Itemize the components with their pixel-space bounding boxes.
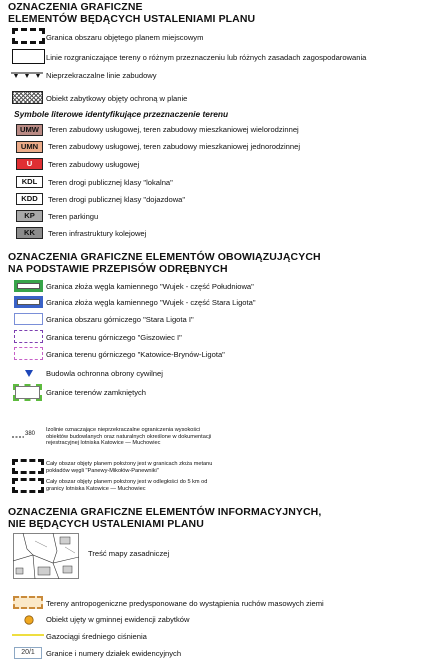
closed-area-symbol — [13, 384, 42, 401]
code-umn-label: Teren zabudowy usługowej, teren zabudowy mieszkaniowej jednorodzinnej — [48, 142, 301, 151]
section2-title-line2: NA PODSTAWIE PRZEPISÓW ODRĘBNYCH — [8, 263, 228, 275]
section3-title-line1: OZNACZENIA GRAFICZNE ELEMENTÓW INFORMACYJNYCH, — [8, 506, 322, 518]
isoline-value: 380 — [25, 431, 36, 437]
isoline-text-line: obiektów budowlanych oraz naturalnych określone w dokumentacji — [46, 433, 212, 440]
isoline-text-line: rejestracyjnej lotniska Katowice — Muchowiec — [46, 440, 161, 447]
gas-pipeline-symbol — [12, 632, 44, 638]
airport-text-line: Cały obszar objęty planem położony jest w odległości do 5 km od — [46, 479, 208, 485]
airport-text-line: granicy lotniska Katowice — Muchowiec — [46, 485, 146, 492]
civil-shelter-label: Budowla ochronna obrony cywilnej — [46, 369, 163, 378]
landslide-area-symbol — [13, 596, 43, 609]
section1-title-line1: OZNACZENIA GRAFICZNE — [8, 1, 143, 13]
isoline-description — [46, 427, 211, 447]
plan-boundary-symbol — [12, 28, 45, 44]
code-kdd-badge: KDD — [16, 193, 43, 205]
registered-monument-label: Obiekt ujęty w gminnej ewidencji zabytków — [46, 615, 190, 624]
section3-title-line2: NIE BĘDĄCYCH USTALENIAMI PLANU — [8, 518, 204, 530]
protected-monument-label: Obiekt zabytkowy objęty ochroną w planie — [46, 94, 188, 103]
building-line-label: Nieprzekraczalne linie zabudowy — [46, 71, 157, 80]
gas-pipeline-label: Gazociągi średniego ciśnienia — [46, 632, 147, 641]
mining-katowice-label: Granica terenu górniczego "Katowice-Brynów-Ligota" — [46, 350, 225, 359]
methane-text-line: pokładów węgli "Panewy-Mikołów-Panewniki" — [46, 467, 159, 474]
code-kdd-label: Teren drogi publicznej klasy "dojazdowa" — [48, 195, 186, 204]
deposit-ligota-symbol — [14, 296, 43, 308]
mining-area-symbol — [14, 313, 43, 325]
methane-text-line: Cały obszar objęty planem położony jest w granicach złoża metanu — [46, 461, 213, 467]
symbols-heading: Symbole literowe identyfikujące przeznaczenie terenu — [14, 109, 229, 119]
parcel-boundary-label: Granice i numery działek ewidencyjnych — [46, 649, 182, 658]
section2-title-line1: OZNACZENIA GRAFICZNE ELEMENTÓW OBOWIĄZUJĄCYCH — [8, 251, 321, 263]
base-map-thumbnail — [13, 533, 79, 579]
mining-area-label: Granica obszaru górniczego "Stara Ligota I" — [46, 315, 194, 324]
dividing-lines-label: Linie rozgraniczające tereny o różnym przeznaczeniu lub różnych zasadach zagospodarowania — [46, 53, 367, 62]
code-kdl-label: Teren drogi publicznej klasy "lokalna" — [48, 178, 173, 187]
code-u-label: Teren zabudowy usługowej — [48, 160, 140, 169]
mining-giszowiec-symbol — [14, 330, 43, 343]
civil-shelter-icon — [24, 369, 34, 378]
deposit-ligota-label: Granica złoża węgla kamiennego "Wujek - część Stara Ligota" — [46, 298, 256, 307]
landslide-area-label: Tereny antropogeniczne predysponowane do wystąpienia ruchów masowych ziemi — [46, 599, 324, 608]
code-umw-label: Teren zabudowy usługowej, teren zabudowy mieszkaniowej wielorodzinnej — [48, 125, 299, 134]
airport-zone-symbol — [12, 478, 44, 493]
airport-zone-description — [46, 479, 207, 492]
deposit-south-label: Granica złoża węgla kamiennego "Wujek - część Południowa" — [46, 282, 254, 291]
section1-title-line2: ELEMENTÓW BĘDĄCYCH USTALENIAMI PLANU — [8, 13, 256, 25]
methane-deposit-description — [46, 461, 212, 474]
code-kp-badge: KP — [16, 210, 43, 222]
closed-area-label: Granice terenów zamkniętych — [46, 388, 147, 397]
protected-monument-symbol — [12, 91, 43, 104]
plan-boundary-label: Granica obszaru objętego planem miejscowym — [46, 33, 204, 42]
mining-katowice-symbol — [14, 347, 43, 360]
registered-monument-icon — [23, 614, 35, 626]
building-line-symbol — [10, 70, 44, 82]
code-u-badge: U — [16, 158, 43, 170]
code-kk-badge: KK — [16, 227, 43, 239]
methane-deposit-symbol — [12, 459, 44, 474]
isoline-text-line: Izolinie oznaczające nieprzekraczalne ograniczenia wysokości — [46, 427, 201, 433]
mining-giszowiec-label: Granica terenu górniczego "Giszowiec I" — [46, 333, 182, 342]
base-map-label: Treść mapy zasadniczej — [88, 549, 170, 558]
code-kp-label: Teren parkingu — [48, 212, 99, 221]
code-kk-label: Teren infrastruktury kolejowej — [48, 229, 147, 238]
dividing-lines-symbol — [12, 49, 45, 64]
code-umw-badge: UMW — [16, 124, 43, 136]
code-umn-badge: UMN — [16, 141, 43, 153]
code-kdl-badge: KDL — [16, 176, 43, 188]
deposit-south-symbol — [14, 280, 43, 292]
parcel-number-symbol: 20/1 — [14, 647, 42, 659]
